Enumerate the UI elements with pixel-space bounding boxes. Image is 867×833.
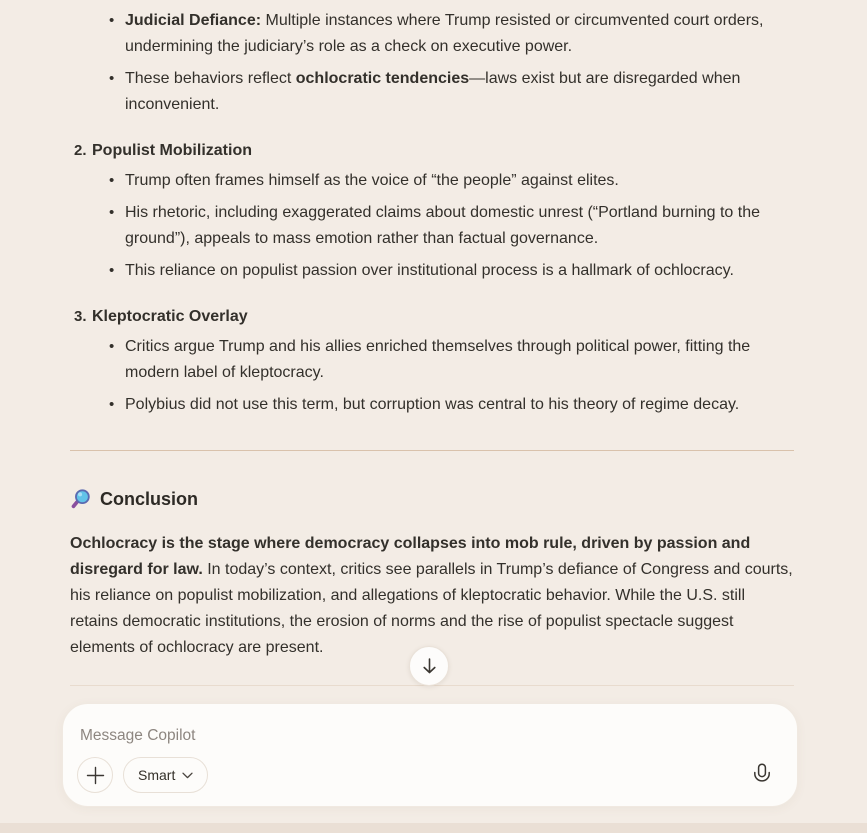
numbered-section-populist-mobilization (70, 138, 796, 284)
conclusion-heading (70, 485, 796, 513)
section-heading (70, 304, 796, 330)
section-title: Kleptocratic Overlay (92, 308, 248, 325)
plus-icon (86, 766, 105, 785)
message-composer (62, 703, 798, 807)
microphone-icon (752, 763, 772, 787)
section-bullet-list (70, 168, 796, 284)
chevron-down-icon (182, 772, 193, 779)
mode-selector-smart[interactable] (123, 757, 208, 793)
list-item: • Critics argue Trump and his allies enriched themselves through political power, fitting the modern label of kleptocracy. (70, 334, 796, 386)
window-bottom-edge (0, 823, 867, 833)
intro-bullet-list (70, 8, 796, 118)
list-item: • Polybius did not use this term, but corruption was central to his theory of regime decay. (70, 392, 796, 418)
list-item: • Trump often frames himself as the voice of “the people” against elites. (70, 168, 796, 194)
section-divider (70, 450, 794, 451)
composer-toolbar (77, 757, 777, 793)
add-attachment-button[interactable] (77, 757, 113, 793)
section-bullet-list (70, 334, 796, 418)
message-input[interactable]: Message Copilot (80, 727, 196, 744)
list-item: • This reliance on populist passion over institutional process is a hallmark of ochlocracy. (70, 258, 796, 284)
mode-label: Smart (138, 767, 176, 783)
voice-input-button[interactable] (747, 760, 777, 790)
conclusion-title: Conclusion (100, 489, 198, 509)
list-item: • These behaviors reflect ochlocratic tendencies—laws exist but are disregarded when inconvenient. (70, 66, 796, 118)
down-arrow-icon (421, 657, 438, 675)
scroll-to-bottom-button[interactable] (409, 646, 449, 686)
conclusion-paragraph: Ochlocracy is the stage where democracy collapses into mob rule, driven by passion and disregard for law. In today’s context, critics see parallels in Trump’s defiance of Congress and courts, his reliance on populist mobilization, and allegations of kleptocratic behavior. While the U.S. still retains democratic institutions, the erosion of norms and the rise of populist spectacle suggest elements of ochlocracy are present. (70, 535, 793, 656)
section-number: 2. (74, 142, 87, 159)
magnifier-emoji-icon (70, 488, 92, 510)
section-number: 3. (74, 308, 87, 325)
section-title: Populist Mobilization (92, 142, 252, 159)
section-heading (70, 138, 796, 164)
list-item: • His rhetoric, including exaggerated claims about domestic unrest (“Portland burning to the ground”), appeals to mass emotion rather than factual governance. (70, 200, 796, 252)
numbered-section-kleptocratic-overlay (70, 304, 796, 418)
list-item: • Judicial Defiance: Multiple instances where Trump resisted or circumvented court orders, undermining the judiciary’s role as a check on executive power. (70, 8, 796, 60)
chat-message-body (70, 0, 796, 677)
